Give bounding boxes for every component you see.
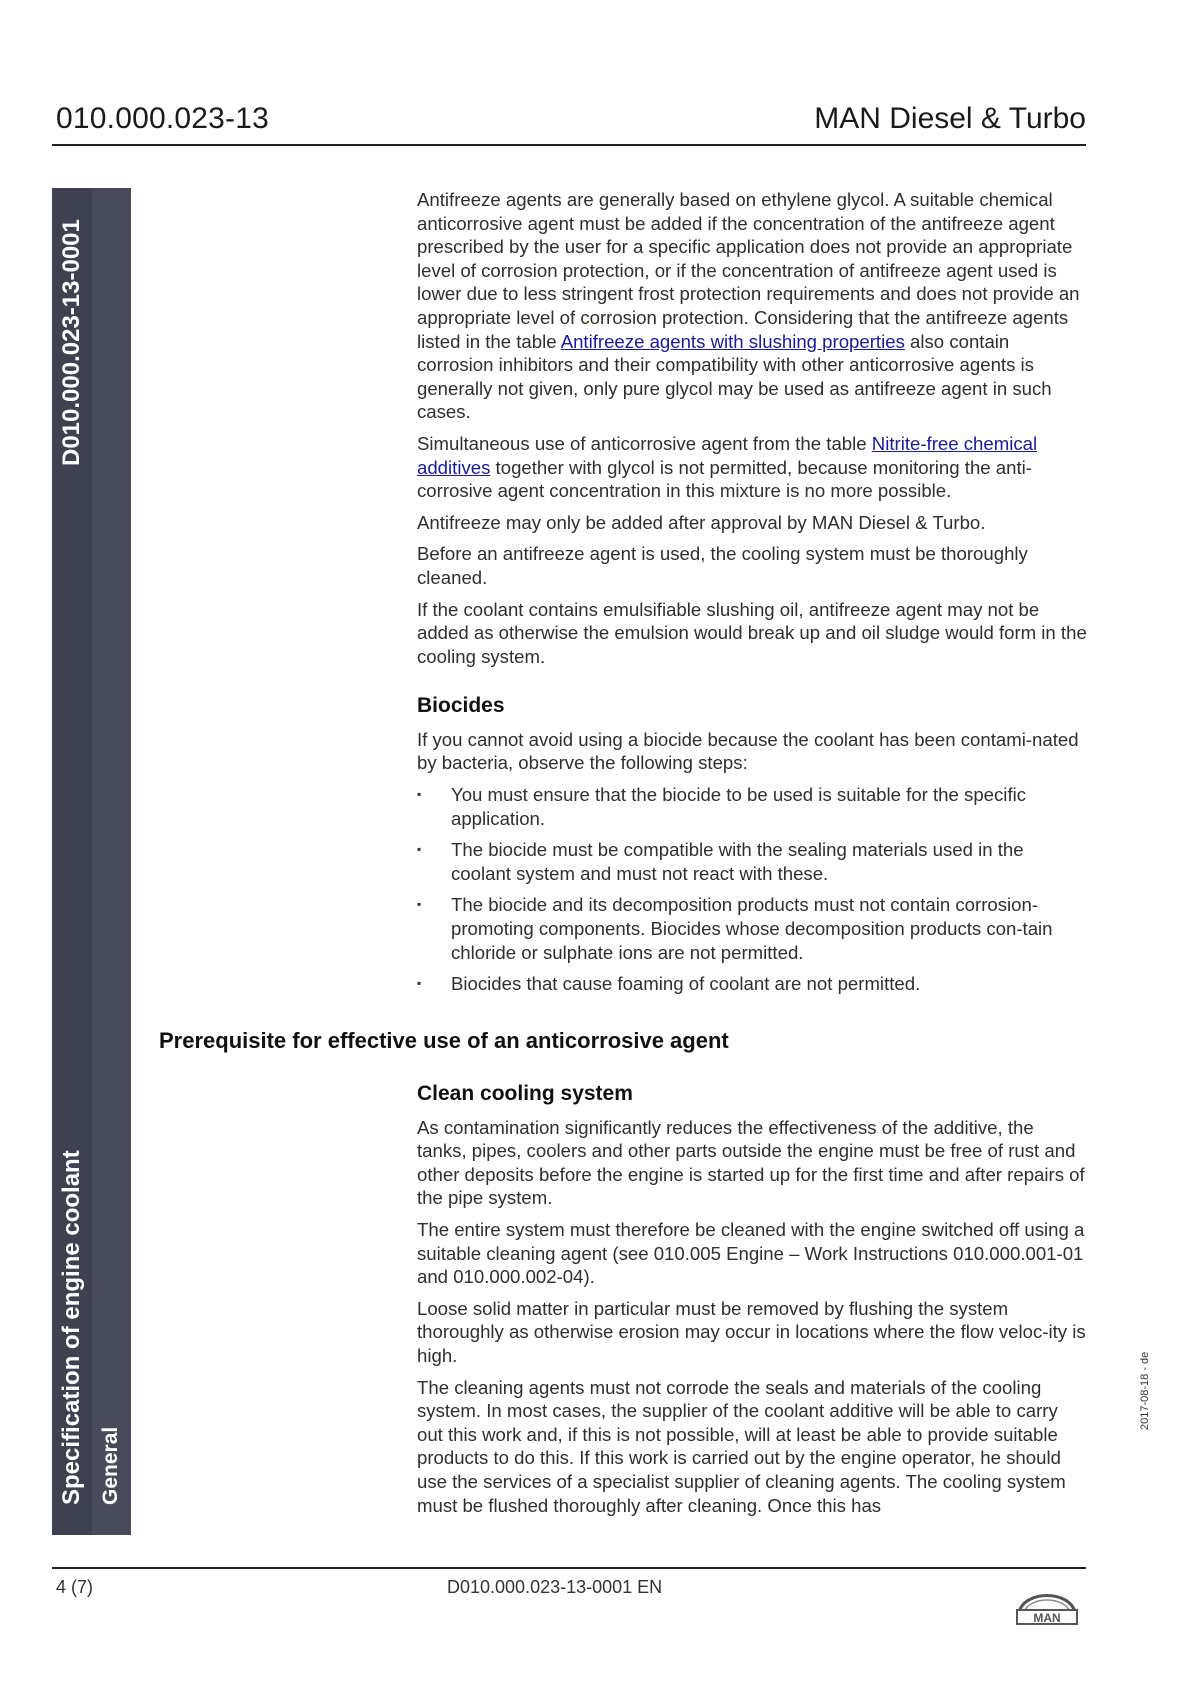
sidebar-band-secondary bbox=[92, 188, 131, 1535]
paragraph: Antifreeze may only be added after approval by MAN Diesel & Turbo. bbox=[417, 511, 986, 533]
biocides-intro: If you cannot avoid using a biocide because the coolant has been contami-nated by bacteria, observe the following steps: bbox=[417, 728, 1079, 774]
section-heading: Prerequisite for effective use of an anticorrosive agent bbox=[159, 1028, 729, 1053]
paragraph: Before an antifreeze agent is used, the cooling system must be thoroughly cleaned. bbox=[417, 543, 1028, 588]
link-antifreeze-table[interactable]: Antifreeze agents with slushing properties bbox=[560, 330, 905, 352]
date-stamp: 2017-08-18 - de bbox=[1139, 1351, 1151, 1430]
paragraph: If the coolant contains emulsifiable slushing oil, antifreeze agent may not be added as otherwise the emulsion would break up and oil sludge would form in the cooling system. bbox=[417, 598, 1087, 667]
sidebar-doc-id: D010.000.023-13-0001 bbox=[58, 219, 85, 466]
paragraph: Loose solid matter in particular must be removed by flushing the system thoroughly as otherwise erosion may occur in locations where the flow veloc-ity is high. bbox=[417, 1297, 1086, 1366]
biocides-heading: Biocides bbox=[417, 694, 505, 718]
paragraph: The cleaning agents must not corrode the seals and materials of the cooling system. In most cases, the supplier of the coolant additive will be able to carry out this work and, if this is not possible, will at least be able to provide suitable products to do this. If this work is carried out by the engine operator, he should use the services of a specialist supplier of cleaning agents. The cooling system must be flushed thoroughly after cleaning. Once this has bbox=[417, 1376, 1066, 1516]
prerequisite-content bbox=[417, 1082, 1087, 1525]
link-nitrite-free-table[interactable]: Nitrite-free chemical additives bbox=[417, 432, 1038, 478]
svg-text:MAN: MAN bbox=[1033, 1611, 1061, 1625]
list-item: ▪ You must ensure that the biocide to be used is suitable for the specific application. bbox=[417, 783, 1087, 830]
paragraph: The entire system must therefore be cleaned with the engine switched off using a suitable cleaning agent (see 010.005 Engine – Work Instructions 010.000.001-01 and 010.000.002-04). bbox=[417, 1218, 1085, 1288]
document-number: 010.000.023-13 bbox=[56, 102, 269, 135]
page-number: 4 (7) bbox=[56, 1577, 94, 1597]
list-item: ▪ The biocide must be compatible with the sealing materials used in the coolant system and must not react with these. bbox=[417, 838, 1087, 885]
header-divider bbox=[52, 144, 1086, 146]
sidebar-title: Specification of engine coolant bbox=[58, 1150, 85, 1505]
clean-cooling-heading: Clean cooling system bbox=[417, 1082, 633, 1105]
biocides-list bbox=[417, 783, 1087, 996]
paragraph: Simultaneous use of anticorrosive agent from the table Nitrite-free chemical additives together with glycol is not permitted, because monitoring the anti-corrosive agent concentration in this mixture is no more possible. bbox=[417, 432, 1038, 502]
footer-doc-ref: D010.000.023-13-0001 EN bbox=[447, 1577, 663, 1597]
man-logo bbox=[1015, 1586, 1079, 1626]
footer-divider bbox=[52, 1567, 1086, 1569]
list-item: ▪ The biocide and its decomposition products must not contain corrosion-promoting components. Biocides whose decomposition products con-tain chloride or sulphate ions are not permitted. bbox=[417, 893, 1087, 964]
main-content bbox=[417, 188, 1087, 1004]
sidebar-section: General bbox=[99, 1426, 122, 1505]
paragraph: As contamination significantly reduces the effectiveness of the additive, the tanks, pipes, coolers and other parts outside the engine must be free of rust and other deposits before the engine is started up for the first time and after repairs of the pipe system. bbox=[417, 1116, 1085, 1209]
list-item: ▪ Biocides that cause foaming of coolant are not permitted. bbox=[417, 972, 1087, 996]
paragraph: Antifreeze agents are generally based on ethylene glycol. A suitable chemical anticorrosive agent must be added if the concentration of the antifreeze agent prescribed by the user for a specific application does not provide an appropriate level of corrosion protection, or if the concentration of antifreeze agent used is lower due to less stringent frost protection requirements and does not provide an appropriate level of corrosion protection. Considering that the antifreeze agents listed in the table Antifreeze agents with slushing properties also contain corrosion inhibitors and their compatibility with other anticorrosive agents is generally not given, only pure glycol may be used as antifreeze agent in such cases. bbox=[417, 189, 1080, 423]
company-name: MAN Diesel & Turbo bbox=[814, 102, 1086, 135]
